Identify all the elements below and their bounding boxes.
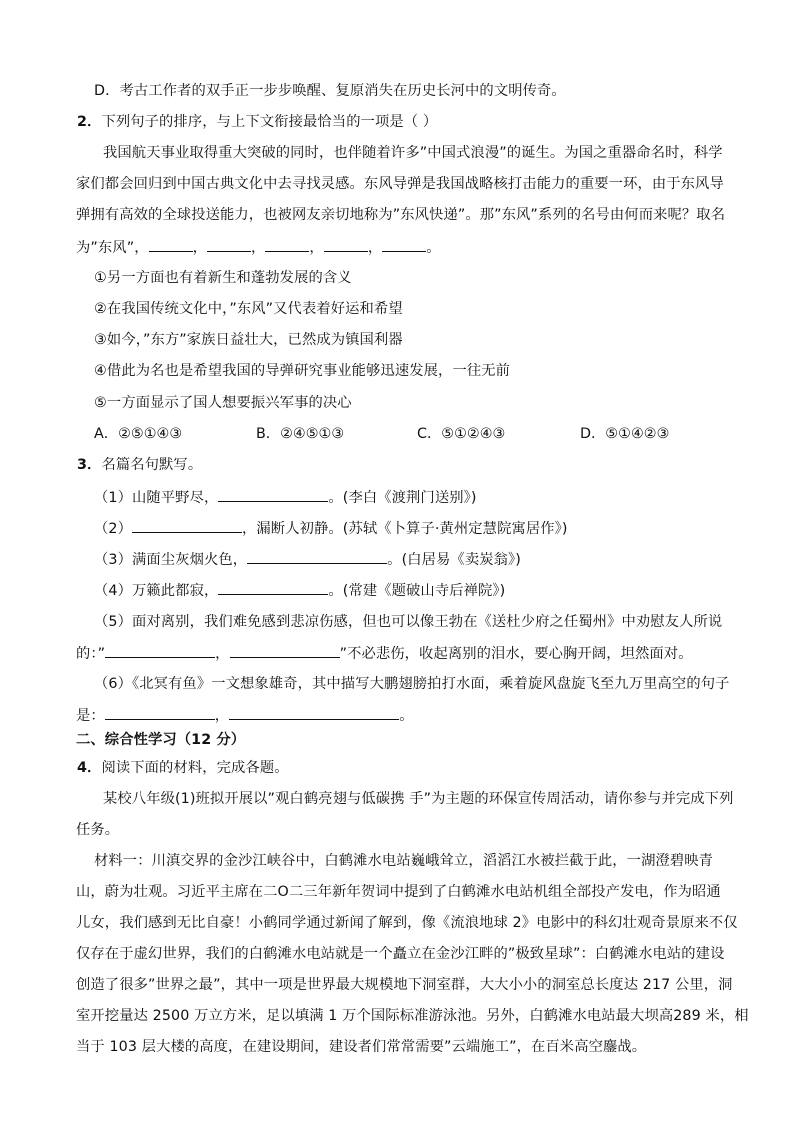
q3-blank-1[interactable] [218, 487, 328, 502]
q3-blank-5b[interactable] [230, 643, 340, 658]
q4-question [77, 758, 289, 778]
q3-stem: 名篇名句默写。 [101, 457, 203, 473]
q2-stem: 下列句子的排序，与上下文衔接最恰当的一项是（ ） [101, 114, 438, 130]
q2-sep: ， [367, 240, 383, 256]
q3-item-6-suffix: 。 [399, 708, 414, 724]
q3-number: 3． [77, 457, 102, 473]
q3-item-4 [94, 580, 505, 601]
q3-question [77, 455, 202, 475]
q2-passage-line-1: 我国航天事业取得重大突破的同时，也伴随着许多”中国式浪漫”的诞生。为国之重器命名时，科学 [103, 145, 723, 161]
q2-sentence-3: ③如今，”东方”家族日益壮大，已然成为镇国利器 [94, 332, 403, 348]
q3-blank-3[interactable] [247, 549, 387, 564]
q2-option-d[interactable]: D．⑤①④②③ [580, 426, 670, 442]
q2-blank-5[interactable] [382, 237, 426, 252]
q2-sentence-4: ④借此为名也是希望我国的导弹研究事业能够迅速发展，一往无前 [94, 363, 511, 379]
q2-sep: ， [309, 240, 324, 256]
q3-item-4-prefix: （4）万籁此都寂， [94, 583, 219, 599]
q4-material1-line-4: 仅存在于虚幻世界，我们的白鹤滩水电站就是一个矗立在金沙江畔的”极致星球”：白鹤滩水电站的建设 [76, 946, 725, 962]
q4-material1-line-6: 室开挖量达 2500 万立方米，足以填满 1 万个国际标准游泳池。另外，白鹤滩水电站最大坝高289 米，相 [76, 1008, 749, 1024]
q2-sep: ， [251, 240, 266, 256]
q3-blank-2[interactable] [132, 518, 242, 533]
q2-sentence-1: ①另一方面也有着新生和蓬勃发展的含义 [94, 270, 352, 286]
q3-blank-6b[interactable] [229, 705, 399, 720]
q2-number: 2． [77, 114, 102, 130]
q3-item-2 [94, 518, 568, 539]
q3-item-5-suffix: ”不必悲伤，收起离别的泪水，要心胸开阔，坦然面对。 [339, 646, 693, 662]
q2-sentence-5: ⑤一方面显示了国人想要振兴军事的决心 [94, 395, 352, 411]
q3-item-1-suffix: 。(李白《渡荆门送别》) [328, 490, 477, 506]
q2-blank-1[interactable] [149, 237, 193, 252]
q3-item-4-suffix: 。(常建《题破山寺后禅院》) [328, 583, 506, 599]
q3-item-6-line-2 [76, 705, 414, 726]
q2-blank-2[interactable] [207, 237, 251, 252]
q4-intro-line-1: 某校八年级(1)班拟开展以”观白鹤亮翅与低碳携 手”为主题的环保宣传周活动，请你参与并完成下列 [103, 791, 734, 807]
q3-item-1-prefix: （1）山随平野尽， [94, 490, 219, 506]
q2-option-c[interactable]: C．⑤①②④③ [417, 426, 506, 442]
q3-item-2-prefix: （2） [94, 521, 132, 537]
q2-sentence-2: ②在我国传统文化中，”东风”又代表着好运和希望 [94, 301, 403, 317]
q4-intro-line-2: 任务。 [76, 822, 120, 838]
q2-question [77, 112, 437, 132]
q2-passage-line-3: 弹拥有高效的全球投送能力，也被网友亲切地称为”东风快递”。那”东风”系列的名号由何而来呢？取名 [76, 207, 726, 223]
q2-passage-end-prefix: 为”东风”， [76, 240, 149, 256]
q2-blank-3[interactable] [265, 237, 309, 252]
q4-material1-line-5: 创造了很多”世界之最”，其中一项是世界最大规模地下洞室群，大大小小的洞室总长度达 217 公里，洞 [76, 977, 733, 993]
q3-item-5-line-2 [76, 643, 693, 664]
q4-stem: 阅读下面的材料，完成各题。 [101, 760, 289, 776]
q3-item-5-mid: ， [215, 646, 230, 662]
q1-option-d: D．考古工作者的双手正一步步唤醒、复原消失在历史长河中的文明传奇。 [94, 83, 566, 99]
q3-item-3-prefix: （3）满面尘灰烟火色， [94, 552, 248, 568]
q3-item-5-line-1: （5）面对离别，我们难免感到悲凉伤感，但也可以像王勃在《送杜少府之任蜀州》中劝慰友人所说 [94, 614, 723, 630]
q2-option-b[interactable]: B．②④⑤①③ [256, 426, 345, 442]
q4-material1-line-1: 材料一：川滇交界的金沙江峡谷中，白鹤滩水电站巍峨耸立，滔滔江水被拦截于此，一湖澄碧映青 [94, 853, 714, 869]
q2-passage-end-suffix: 。 [426, 240, 441, 256]
q3-item-2-suffix: ，漏断人初静。(苏轼《卜算子·黄州定慧院寓居作》) [242, 521, 568, 537]
q2-passage-line-4 [76, 237, 441, 258]
q4-material1-line-7: 当于 103 层大楼的高度，在建设期间，建设者们常常需要”云端施工”，在百米高空鏖战。 [76, 1039, 647, 1055]
q3-item-6-prefix: 是： [76, 708, 105, 724]
section-2-heading: 二、综合性学习（12 分） [76, 732, 246, 748]
q3-item-3 [94, 549, 521, 570]
q4-material1-line-2: 山，蔚为壮观。习近平主席在二O二三年新年贺词中提到了白鹤滩水电站机组全部投产发电，作为昭通 [76, 884, 721, 900]
q4-number: 4． [77, 760, 102, 776]
q3-item-6-line-1: （6）《北冥有鱼》一文想象雄奇，其中描写大鹏翅膀拍打水面，乘着旋风盘旋飞至九万里高空的句子 [94, 676, 730, 692]
q3-blank-6a[interactable] [105, 705, 215, 720]
q4-material1-line-3: 儿女，我们感到无比自豪！小鹤同学通过新闻了解到，像《流浪地球 2》电影中的科幻壮观奇景原来不仅 [76, 915, 738, 931]
q3-item-5-prefix: 的：” [76, 646, 106, 662]
q2-blank-4[interactable] [324, 237, 368, 252]
q3-blank-4[interactable] [218, 580, 328, 595]
q3-item-6-mid: ， [214, 708, 230, 724]
q3-blank-5a[interactable] [105, 643, 215, 658]
q2-sep: ， [192, 240, 208, 256]
q2-passage-line-2: 家们都会回归到中国古典文化中去寻找灵感。东风导弹是我国战略核打击能力的重要一环，由于东风导 [76, 176, 724, 192]
q3-item-3-suffix: 。(白居易《卖炭翁》) [387, 552, 521, 568]
q3-item-1 [94, 487, 477, 508]
q2-option-a[interactable]: A．②⑤①④③ [94, 426, 183, 442]
